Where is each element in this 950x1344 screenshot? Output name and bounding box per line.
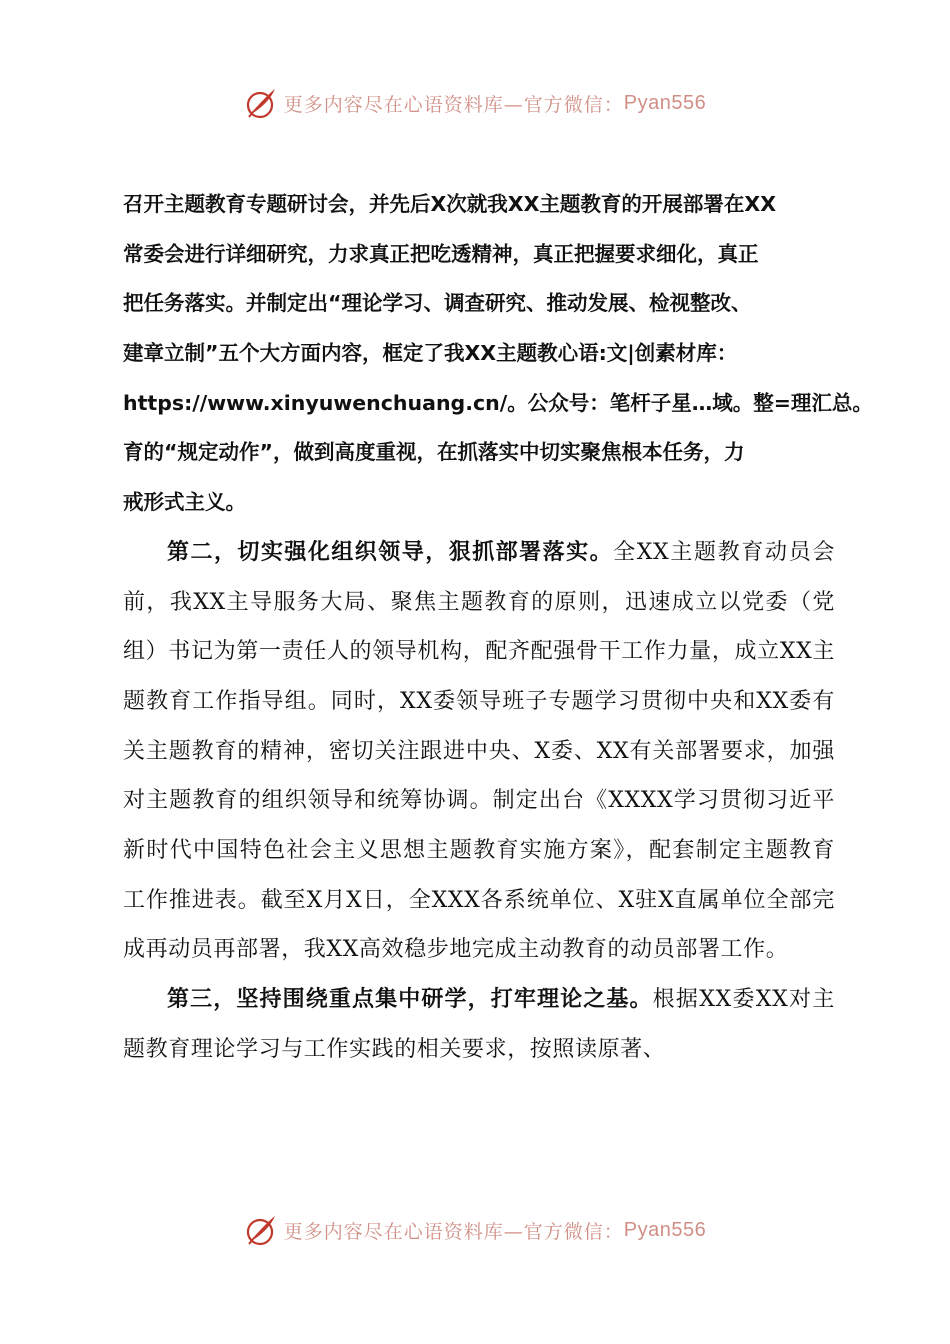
paragraph-2-text: 全XX主题教育动员会前，我XX主导服务大局、聚焦主题教育的原则，迅速成立以党委（党组）书记为第一责任人的领导机构，配齐配强骨干工作力量，成立XX主题教育工作指导组。同时，XX委领导班子专题学习贯彻中央和XX委有关主题教育的精神，密切关注跟进中央、X委、XX有关部署要求，加强对主题教育的组织领导和统筹协调。制定出台《XXXX学习贯彻习近平新时代中国特色社会主义思想主题教育实施方案》，配套制定主题教育工作推进表。截至X月X日，全XXX各系统单位、X驻X直属单位全部完成再动员再部署，我XX高效稳步地完成主动教育的动员部署工作。 bbox=[123, 539, 835, 963]
footer-banner bbox=[0, 1210, 950, 1250]
paragraph-1-line: 常委会进行详细研究，力求真正把吃透精神，真正把握要求细化，真正 bbox=[123, 241, 759, 266]
quill-pen-logo-icon bbox=[244, 86, 278, 120]
paragraph-1-line: 戒形式主义。 bbox=[123, 490, 246, 515]
banner-text: 更多内容尽在心语资料库—官方微信： bbox=[283, 93, 624, 116]
paragraph-2-heading: 第二，切实强化组织领导，狠抓部署落实。 bbox=[167, 539, 614, 565]
paragraph-3-heading: 第三，坚持围绕重点集中研学，打牢理论之基。 bbox=[167, 987, 653, 1013]
paragraph-3-text: 根据XX委XX对主题教育理论学习与工作实践的相关要求，按照读原著、 bbox=[123, 987, 835, 1062]
banner-text: 更多内容尽在心语资料库—官方微信： bbox=[283, 1220, 624, 1243]
paragraph-1 bbox=[123, 180, 873, 528]
wechat-id: Pyan556 bbox=[623, 91, 707, 114]
wechat-id: Pyan556 bbox=[623, 1218, 707, 1241]
paragraph-1-line: 召开主题教育专题研讨会，并先后X次就我XX主题教育的开展部署在XX bbox=[123, 192, 777, 216]
paragraph-1-line: https://www.xinyuwenchuang.cn/。公众号：笔杆子星…域。整=理汇总。 bbox=[123, 390, 873, 415]
paragraph-1-line: 育的“规定动作”，做到高度重视，在抓落实中切实聚焦根本任务，力 bbox=[123, 440, 745, 465]
quill-pen-logo-icon bbox=[244, 1213, 278, 1247]
document-body bbox=[123, 180, 873, 1075]
paragraph-3 bbox=[123, 975, 835, 1074]
paragraph-1-line: 建章立制”五个大方面内容，框定了我XX主题教心语:文|创素材库： bbox=[123, 341, 738, 366]
paragraph-2 bbox=[123, 528, 835, 975]
paragraph-1-line: 把任务落实。并制定出“理论学习、调查研究、推动发展、检视整改、 bbox=[123, 291, 752, 316]
header-banner bbox=[0, 83, 950, 123]
